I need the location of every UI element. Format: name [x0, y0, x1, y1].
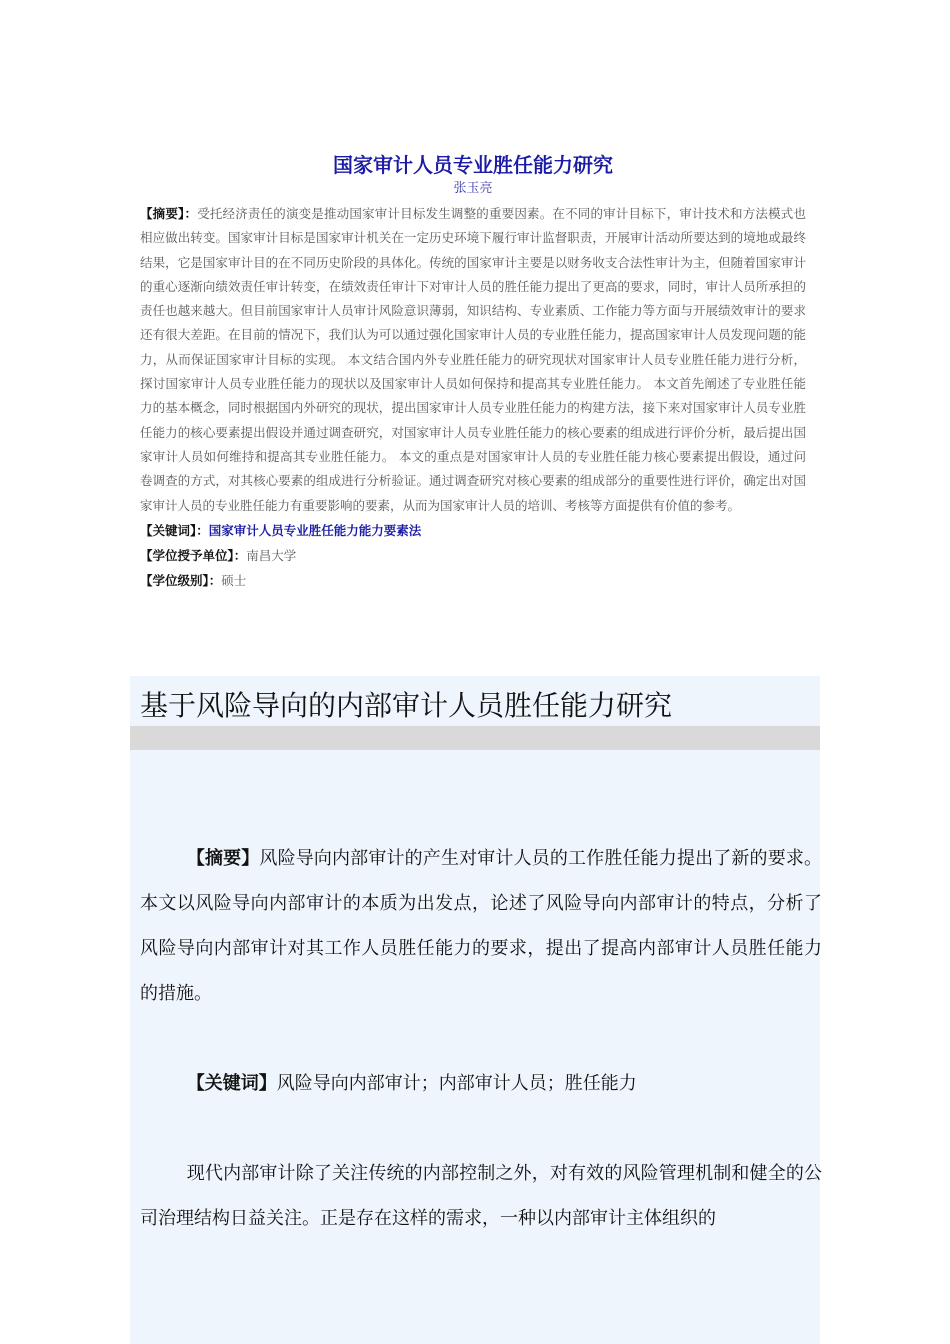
article-1-degree-level — [140, 568, 806, 593]
abstract-label: 【摘要】 — [186, 848, 260, 869]
degree-unit-label: 【学位授予单位】： — [140, 547, 247, 563]
article-2-title: 基于风险导向的内部审计人员胜任能力研究 — [140, 689, 673, 722]
article-2 — [130, 676, 823, 1344]
article-1-title[interactable]: 国家审计人员专业胜任能力研究 — [333, 153, 613, 177]
article-2-keywords — [140, 1061, 822, 1106]
article-1 — [140, 150, 806, 593]
keywords-label: 【关键词】 — [186, 1073, 277, 1094]
article-1-degree-unit — [140, 543, 806, 568]
abstract-text: 受托经济责任的演变是推动国家审计目标发生调整的重要因素。在不同的审计目标下，审计技术和方法模式也相应做出转变。国家审计目标是国家审计机关在一定历史环境下履行审计监督职责，开展审计活动所要达到的境地或最终结果，它是国家审计目的在不同历史阶段的具体化。传统的国家审计主要是以财务收支合法性审计为主，但随着国家审计的重心逐渐向绩效责任审计转变，在绩效责任审计下对审计人员的胜任能力提出了更高的要求，同时，审计人员所承担的责任也越来越大。但目前国家审计人员审计风险意识薄弱，知识结构、专业素质、工作能力等方面与开展绩效审计的要求还有很大差距。在目前的情况下，我们认为可以通过强化国家审计人员的专业胜任能力，提高国家审计人员发现问题的能力，从而保证国家审计目标的实现。 本文结合国内外专业胜任能力的研究现状对国家审计人员专业胜任能力进行分析，探讨国家审计人员专业胜任能力的现状以及国家审计人员如何保持和提高其专业胜任能力。 本文首先阐述了专业胜任能力的基本概念，同时根据国内外研究的现状，提出国家审计人员专业胜任能力的构建方法，接下来对国家审计人员专业胜任能力的核心要素提出假设并通过调查研究，对国家审计人员专业胜任能力的核心要素的组成进行评价分析，最后提出国家审计人员如何维持和提高其专业胜任能力。 本文的重点是对国家审计人员的专业胜任能力核心要素提出假设，通过问卷调查的方式，对其核心要素的组成进行分析验证。通过调查研究对核心要素的组成部分的重要性进行评价，确定出对国家审计人员的专业胜任能力有重要影响的要素，从而为国家审计人员的培训、考核等方面提供有价值的参考。 — [140, 206, 806, 513]
title-divider-bar — [130, 726, 820, 750]
article-2-body — [140, 836, 822, 1241]
article-2-abstract — [140, 836, 822, 1016]
degree-level-value: 硕士 — [221, 572, 247, 588]
article-1-keywords — [140, 518, 806, 543]
degree-level-label: 【学位级别】： — [140, 572, 222, 588]
keywords-label: 【关键词】： — [140, 522, 209, 538]
abstract-text: 风险导向内部审计的产生对审计人员的工作胜任能力提出了新的要求。本文以风险导向内部审计的本质为出发点，论述了风险导向内部审计的特点，分析了风险导向内部审计对其工作人员胜任能力的要求，提出了提高内部审计人员胜任能力的措施。 — [140, 848, 823, 1004]
abstract-label: 【摘要】： — [140, 206, 198, 221]
keywords-link[interactable]: 国家审计人员专业胜任能力能力要素法 — [208, 522, 422, 538]
article-1-abstract — [140, 202, 806, 518]
keywords-text: 风险导向内部审计；内部审计人员；胜任能力 — [276, 1073, 637, 1094]
degree-unit-value: 南昌大学 — [246, 547, 297, 563]
article-1-author[interactable]: 张玉亮 — [453, 181, 493, 196]
article-2-paragraph: 现代内部审计除了关注传统的内部控制之外，对有效的风险管理机制和健全的公司治理结构日益关注。正是存在这样的需求，一种以内部审计主体组织的 — [140, 1163, 822, 1229]
